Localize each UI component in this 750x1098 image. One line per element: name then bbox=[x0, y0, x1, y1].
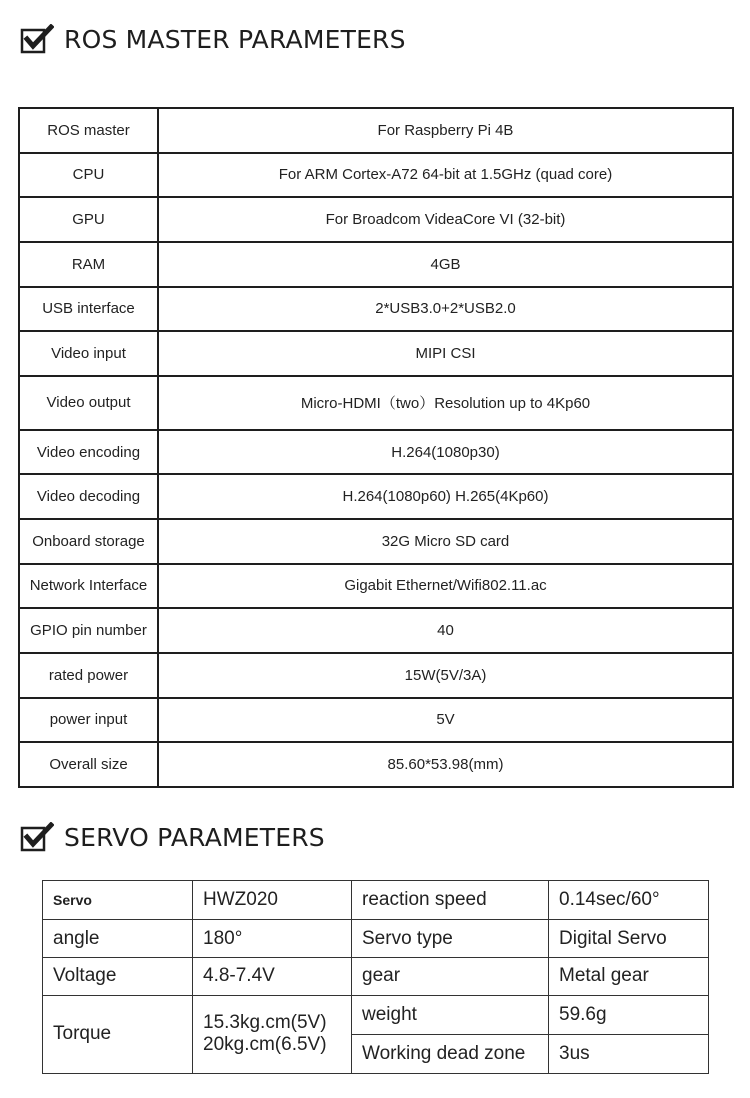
parameter-label: Video decoding bbox=[19, 474, 158, 519]
ros-parameters-table bbox=[18, 107, 734, 788]
table-row bbox=[19, 331, 733, 376]
parameter-value: 40 bbox=[158, 608, 733, 653]
weight-label: weight bbox=[352, 995, 549, 1034]
parameter-value: 4GB bbox=[158, 242, 733, 287]
parameter-value: 15W(5V/3A) bbox=[158, 653, 733, 698]
parameter-value: For ARM Cortex-A72 64-bit at 1.5GHz (quad core) bbox=[158, 153, 733, 198]
voltage-label: Voltage bbox=[43, 958, 193, 995]
table-row bbox=[19, 430, 733, 475]
voltage-value: 4.8-7.4V bbox=[193, 958, 352, 995]
gear-label: gear bbox=[352, 958, 549, 995]
parameter-value: H.264(1080p60) H.265(4Kp60) bbox=[158, 474, 733, 519]
servo-section-header bbox=[20, 822, 325, 852]
check-square-icon bbox=[20, 822, 54, 852]
table-row bbox=[43, 881, 709, 920]
table-row bbox=[19, 742, 733, 787]
parameter-value: 32G Micro SD card bbox=[158, 519, 733, 564]
torque-value bbox=[193, 995, 352, 1073]
table-row bbox=[43, 958, 709, 995]
table-row bbox=[19, 153, 733, 198]
parameter-label: ROS master bbox=[19, 108, 158, 153]
parameter-label: Video output bbox=[19, 376, 158, 430]
servo-value: HWZ020 bbox=[193, 881, 352, 920]
angle-label: angle bbox=[43, 920, 193, 958]
reaction-speed-value: 0.14sec/60° bbox=[549, 881, 709, 920]
table-row bbox=[19, 698, 733, 743]
parameter-value: For Broadcom VideaCore VI (32-bit) bbox=[158, 197, 733, 242]
parameter-label: GPU bbox=[19, 197, 158, 242]
servo-label: Servo bbox=[43, 881, 193, 920]
table-row bbox=[19, 376, 733, 430]
angle-value: 180° bbox=[193, 920, 352, 958]
table-row bbox=[19, 519, 733, 564]
torque-value-5v: 15.3kg.cm(5V) bbox=[203, 1012, 327, 1034]
dead-zone-label: Working dead zone bbox=[352, 1034, 549, 1073]
table-row bbox=[19, 474, 733, 519]
ros-section-header bbox=[20, 24, 406, 54]
table-row bbox=[19, 108, 733, 153]
weight-value: 59.6g bbox=[549, 995, 709, 1034]
parameter-value: 2*USB3.0+2*USB2.0 bbox=[158, 287, 733, 332]
parameter-label: rated power bbox=[19, 653, 158, 698]
parameter-value: 5V bbox=[158, 698, 733, 743]
servo-type-value: Digital Servo bbox=[549, 920, 709, 958]
table-row bbox=[19, 653, 733, 698]
section-title: SERVO PARAMETERS bbox=[64, 822, 325, 852]
torque-value-6v5: 20kg.cm(6.5V) bbox=[203, 1034, 327, 1056]
parameter-label: Network Interface bbox=[19, 564, 158, 609]
parameter-value: Gigabit Ethernet/Wifi802.11.ac bbox=[158, 564, 733, 609]
reaction-speed-label: reaction speed bbox=[352, 881, 549, 920]
parameter-label: Overall size bbox=[19, 742, 158, 787]
check-square-icon bbox=[20, 24, 54, 54]
parameter-value: For Raspberry Pi 4B bbox=[158, 108, 733, 153]
servo-parameters-table bbox=[42, 880, 709, 1074]
parameter-value: 85.60*53.98(mm) bbox=[158, 742, 733, 787]
dead-zone-value: 3us bbox=[549, 1034, 709, 1073]
gear-value: Metal gear bbox=[549, 958, 709, 995]
table-row bbox=[19, 197, 733, 242]
table-row bbox=[43, 920, 709, 958]
parameter-label: Video encoding bbox=[19, 430, 158, 475]
parameter-label: GPIO pin number bbox=[19, 608, 158, 653]
parameter-value: H.264(1080p30) bbox=[158, 430, 733, 475]
table-row bbox=[19, 564, 733, 609]
parameter-label: CPU bbox=[19, 153, 158, 198]
parameter-label: Onboard storage bbox=[19, 519, 158, 564]
table-row bbox=[19, 608, 733, 653]
parameter-value: MIPI CSI bbox=[158, 331, 733, 376]
table-row bbox=[19, 287, 733, 332]
parameter-value: Micro-HDMI（two）Resolution up to 4Kp60 bbox=[158, 376, 733, 430]
parameter-label: Video input bbox=[19, 331, 158, 376]
section-title: ROS MASTER PARAMETERS bbox=[64, 24, 406, 54]
table-row bbox=[43, 995, 709, 1034]
torque-label: Torque bbox=[43, 995, 193, 1073]
parameter-label: power input bbox=[19, 698, 158, 743]
servo-type-label: Servo type bbox=[352, 920, 549, 958]
table-row bbox=[19, 242, 733, 287]
parameter-label: RAM bbox=[19, 242, 158, 287]
parameter-label: USB interface bbox=[19, 287, 158, 332]
